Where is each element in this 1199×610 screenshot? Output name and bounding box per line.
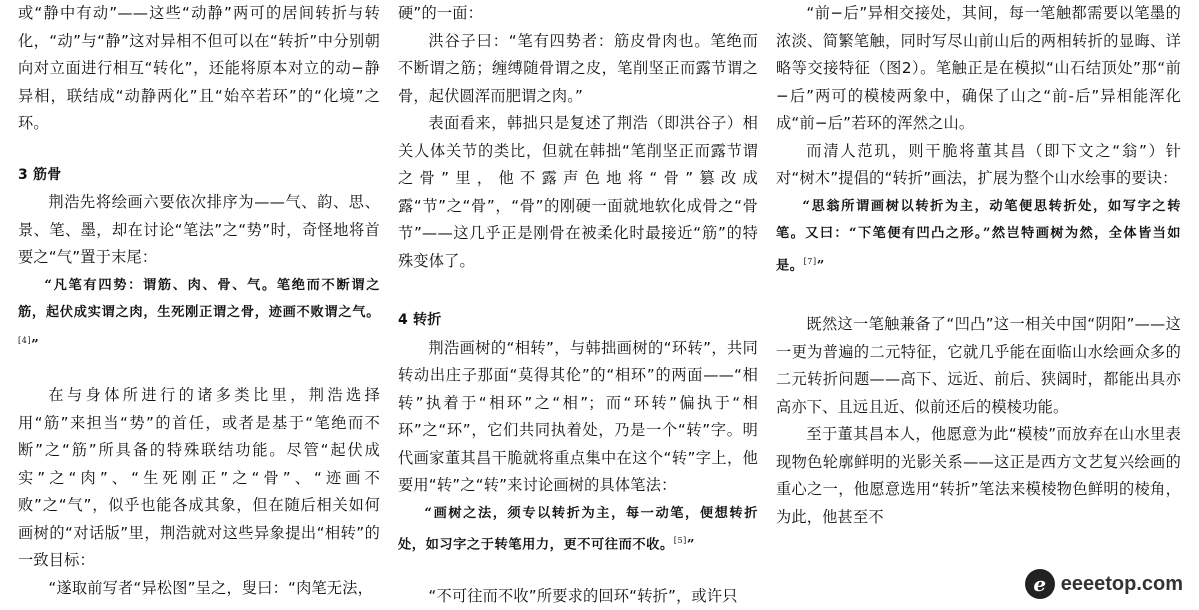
paragraph: 洪谷子曰：“笔有四势者：筋皮骨肉也。笔绝而不断谓之筋；缠缚随骨谓之皮，笔削坚正而露节谓之骨，起伏圆浑而肥谓之肉。” <box>398 31 758 105</box>
paragraph: “遂取前写者“异松图”呈之，叟曰：“肉笔无法， <box>48 578 374 597</box>
footnote-ref[interactable]: [7] <box>803 256 817 266</box>
section-heading: 3 筋骨 <box>18 166 62 183</box>
column-3 <box>776 0 1181 531</box>
quote-text: “思翁所谓画树以转折为主，动笔便思转折处，如写字之转笔。又曰：“下笔便有凹凸之形。”然岂特画树为然，全体皆当如是。 <box>776 198 1181 273</box>
block-quote <box>398 500 758 559</box>
spacer <box>776 279 1181 311</box>
paragraph: “前−后”异相交接处，其间，每一笔触都需要以笔墨的浓淡、简繁笔触，同时写尽山前山后的两相转折的显晦、详略等交接特征（图2）。笔触正是在模拟“山石结顶处”那“前−后”两可的模棱两象中，确保了山之“前-后”异相能浑化成“前−后”若环的浑然之山。 <box>776 4 1181 132</box>
paragraph: 在与身体所进行的诸多类比里，荆浩选择用“筋”来担当“势”的首任，或者是基于“笔绝而不断”之“筋”所具备的特殊联结功能。尽管“起伏成实”之“肉”、“生死刚正”之“骨”、“迹画不败”之“气”，似乎也能各成其象，但在随后相关如何画树的“对话版”里，荆浩就对这些异象提出“相转”的一致目标： <box>18 386 380 570</box>
footnote-ref[interactable]: [4] <box>18 335 32 345</box>
paragraph: 或“静中有动”——这些“动静”两可的居间转折与转化，“动”与“静”这对异相不但可以在“转折”中分别朝向对立面进行相互“转化”，还能将原本对立的动−静异相，联结成“动静两化”且“始卒若环”的“化境”之环。 <box>18 4 380 132</box>
column-2 <box>398 0 758 610</box>
paragraph: 荆浩先将绘画六要依次排序为——气、韵、思、景、笔、墨，却在讨论“笔法”之“势”时，奇怪地将首要之“气”置于末尾： <box>18 193 380 266</box>
watermark-text: eeeetop.com <box>1060 572 1183 595</box>
quote-close: ” <box>686 537 696 553</box>
spacer <box>398 275 758 307</box>
spacer <box>18 138 380 162</box>
paragraph: 荆浩画树的“相转”，与韩拙画树的“环转”，共同转动出庄子那面“莫得其伦”的“相环”的两面——“相转”执着于“相环”之“相”；而“环转”偏执于“相环”之“环”，它们共同执着处，乃是一个“转”字。明代画家董其昌干脆就将重点集中在这个“转”字上，他要用“转”之“转”来讨论画树的具体笔法： <box>398 338 758 494</box>
block-quote <box>18 272 380 359</box>
quote-text: “画树之法，须专以转折为主，每一动笔，便想转折处，如习字之于转笔用力，更不可往而不收。 <box>398 505 758 553</box>
watermark <box>1021 567 1193 601</box>
e-logo-icon: e <box>1025 569 1055 599</box>
spacer <box>398 559 758 583</box>
quote-close: ” <box>816 257 825 273</box>
column-1 <box>18 0 380 602</box>
paragraph: 而清人范玑，则干脆将董其昌（即下文之“翁”）针对“树木”提倡的“转折”画法，扩展为整个山水绘事的要诀： <box>776 141 1181 187</box>
paragraph: 硬”的一面： <box>398 4 484 22</box>
quote-text: “凡笔有四势：谓筋、肉、骨、气。笔绝而不断谓之筋，起伏成实谓之肉，生死刚正谓之骨，迹画不败谓之气。 <box>18 277 380 320</box>
quote-close: ” <box>31 336 40 352</box>
section-heading: 4 转折 <box>398 312 442 328</box>
block-quote <box>776 193 1181 280</box>
paragraph: “不可往而不收”所要求的回环“转折”，或许只 <box>428 586 738 605</box>
paragraph: 表面看来，韩拙只是复述了荆浩（即洪谷子）相关人体关节的类比，但就在韩拙“笔削坚正而露节谓之骨”里，他不露声色地将“骨”篡改成露“节”之“骨”，“骨”的刚硬一面就地软化成骨之“骨节”——这几乎正是刚骨在被柔化时最接近“筋”的特殊变体了。 <box>398 114 758 270</box>
spacer <box>18 358 380 382</box>
paragraph: 既然这一笔触兼备了“凹凸”这一相关中国“阴阳”——这一更为普遍的二元特征，它就几乎能在面临山水绘画众多的二元转折问题——高下、远近、前后、狭阔时，都能出具亦高亦下、且远且近、似前还后的模棱功能。 <box>776 315 1181 416</box>
footnote-ref[interactable]: [5] <box>673 536 687 545</box>
paragraph: 至于董其昌本人，他愿意为此“模棱”而放弃在山水里表现物色轮廓鲜明的光影关系——这正是西方文艺复兴绘画的重心之一，他愿意选用“转折”笔法来模棱物色鲜明的棱角，为此，他甚至不 <box>776 425 1181 526</box>
